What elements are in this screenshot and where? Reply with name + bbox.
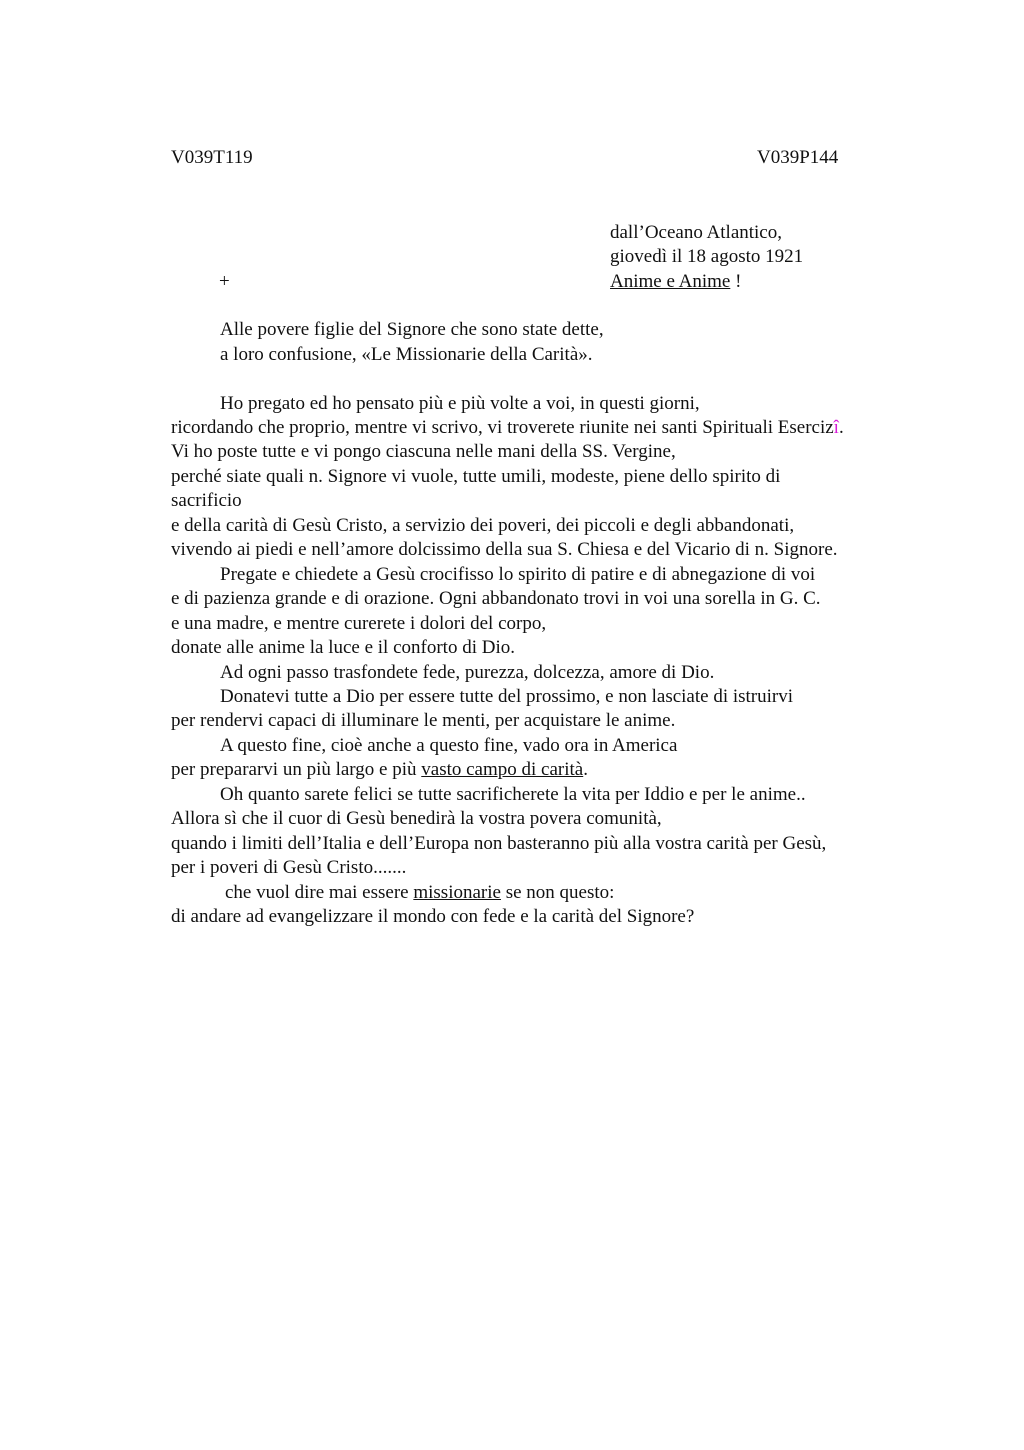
body-line: Vi ho poste tutte e vi pongo ciascuna nelle mani della SS. Vergine,: [171, 441, 676, 462]
body-text: .: [583, 759, 588, 780]
dateline-date: giovedì il 18 agosto 1921: [610, 246, 804, 267]
address-line-1: Alle povere figlie del Signore che sono state dette,: [220, 319, 604, 340]
body-line: [225, 881, 614, 905]
body-line: di andare ad evangelizzare il mondo con fede e la carità del Signore?: [171, 906, 695, 927]
body-line: e di pazienza grande e di orazione. Ogni abbandonato trovi in voi una sorella in G. C.: [171, 588, 821, 609]
document-code-right: V039P144: [757, 147, 839, 168]
document-code-left: V039T119: [171, 147, 253, 168]
body-line: [171, 758, 588, 782]
body-line: Donatevi tutte a Dio per essere tutte del prossimo, e non lasciate di istruirvi: [220, 686, 794, 707]
body-line: Pregate e chiedete a Gesù crocifisso lo spirito di patire e di abnegazione di voi: [220, 564, 816, 585]
body-line: A questo fine, cioè anche a questo fine, vado ora in America: [220, 735, 678, 756]
cross-mark: +: [219, 271, 230, 292]
underlined-phrase: vasto campo di carità: [421, 759, 584, 780]
body-line: e una madre, e mentre curerete i dolori del corpo,: [171, 613, 547, 634]
motto-tail: !: [730, 271, 742, 292]
body-line: Ho pregato ed ho pensato più e più volte a voi, in questi giorni,: [220, 393, 700, 414]
body-text: che vuol dire mai essere: [225, 882, 414, 903]
body-line: per rendervi capaci di illuminare le menti, per acquistare le anime.: [171, 710, 676, 731]
body-line: quando i limiti dell’Italia e dell’Europa non basteranno più alla vostra carità per Gesù,: [171, 833, 827, 854]
motto-line: [610, 270, 741, 294]
body-line: Allora sì che il cuor di Gesù benedirà la vostra povera comunità,: [171, 808, 662, 829]
underlined-word: missionarie: [413, 882, 501, 903]
body-text: ricordando che proprio, mentre vi scrivo, vi troverete riunite nei santi Spirituali Eserciz: [171, 417, 834, 438]
body-text: per prepararvi un più largo e più: [171, 759, 422, 780]
body-line: per i poveri di Gesù Cristo.......: [171, 857, 407, 878]
body-line: [171, 416, 844, 440]
body-line: vivendo ai piedi e nell’amore dolcissimo della sua S. Chiesa e del Vicario di n. Signore.: [171, 539, 838, 560]
dateline-place: dall’Oceano Atlantico,: [610, 222, 782, 243]
body-text: se non questo:: [500, 882, 615, 903]
body-line: donate alle anime la luce e il conforto di Dio.: [171, 637, 515, 658]
motto-underlined: Anime e Anime: [610, 271, 731, 292]
address-line-2: a loro confusione, «Le Missionarie della Carità».: [220, 344, 593, 365]
body-line: sacrificio: [171, 490, 242, 511]
body-line: Ad ogni passo trasfondete fede, purezza, dolcezza, amore di Dio.: [220, 662, 715, 683]
body-line: perché siate quali n. Signore vi vuole, tutte umili, modeste, piene dello spirito di: [171, 466, 781, 487]
body-line: Oh quanto sarete felici se tutte sacrificherete la vita per Iddio e per le anime..: [220, 784, 806, 805]
body-text: .: [838, 417, 844, 438]
highlighted-char: î: [833, 417, 839, 438]
body-line: e della carità di Gesù Cristo, a servizio dei poveri, dei piccoli e degli abbandonati,: [171, 515, 795, 536]
